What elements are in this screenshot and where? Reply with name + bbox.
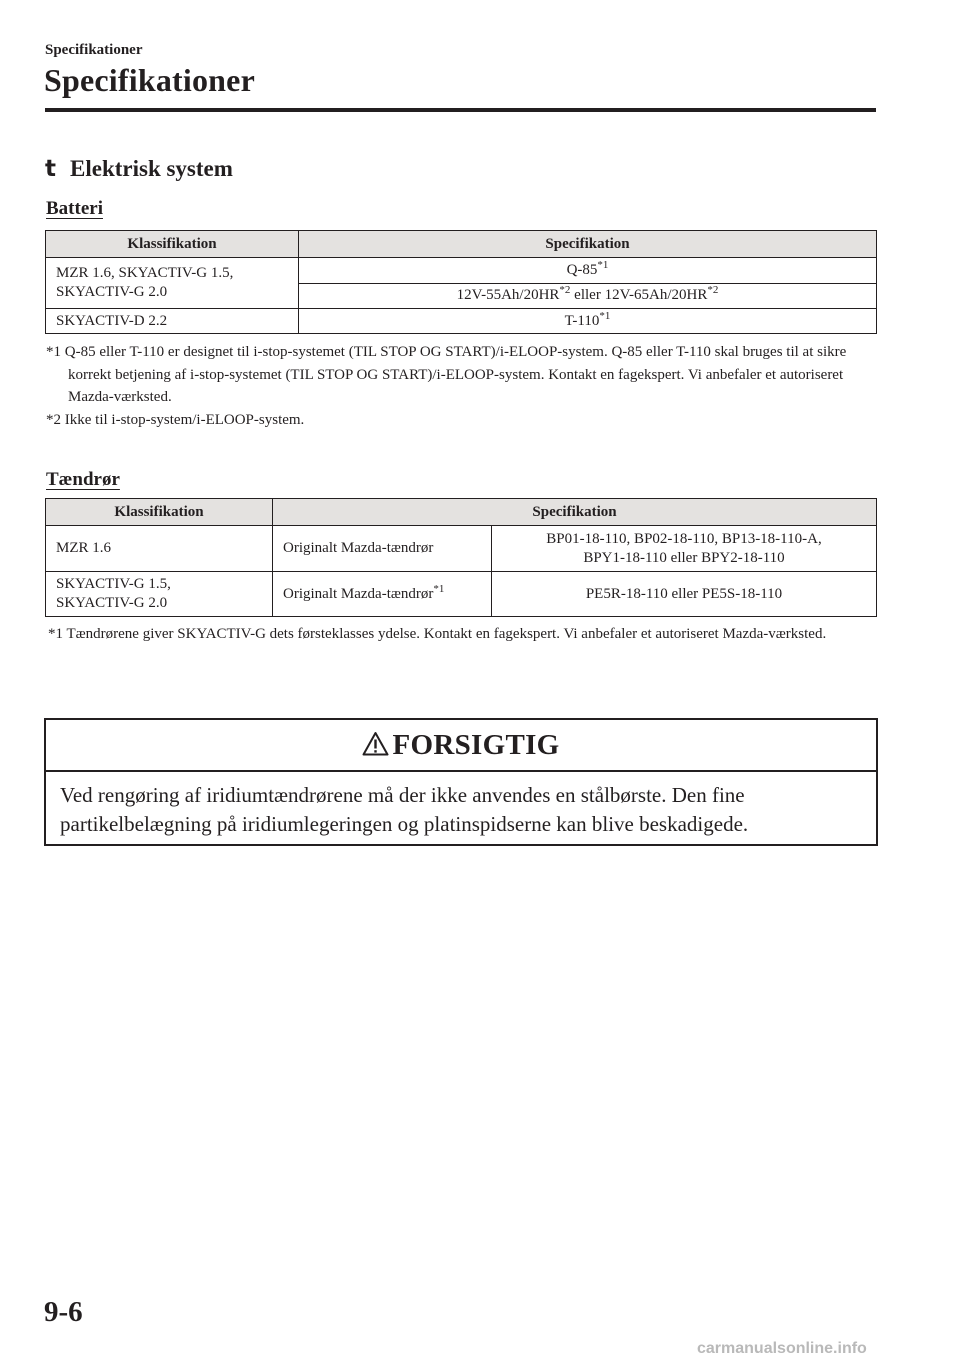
- footnote-mark: *1: [597, 258, 609, 271]
- caution-header: [46, 720, 876, 772]
- table-row: [46, 309, 877, 334]
- table-row: [46, 258, 877, 284]
- column-header: Specifikation: [299, 231, 877, 258]
- section-heading: [45, 156, 233, 182]
- column-header: Klassifikation: [46, 231, 299, 258]
- type-cell: Originalt Mazda-tændrør$^{*1}$: [273, 572, 492, 617]
- spec-cell: Q-85$^{*1}$: [299, 258, 877, 284]
- spec-cell: 12V-55Ah/20HR$^{*2}$ eller 12V-65Ah/20HR$^{*2}$: [299, 283, 877, 309]
- footnote-mark: *1: [599, 309, 611, 322]
- type-cell: Originalt Mazda-tændrør: [273, 526, 492, 572]
- footnote-mark: *2: [707, 284, 719, 297]
- footnote: *2 Ikke til i-stop-system/i-ELOOP-system.: [46, 411, 305, 428]
- running-header: Specifikationer: [45, 42, 143, 58]
- page-number: 9-6: [44, 1296, 83, 1328]
- caution-box: [44, 718, 878, 846]
- footnote-mark: *1: [433, 582, 445, 595]
- footnote-mark: *2: [559, 284, 571, 297]
- spark-plug-heading: Tændrør: [46, 469, 120, 490]
- footnote: *1 Tændrørene giver SKYACTIV-G dets førsteklasses ydelse. Kontakt en fagekspert. Vi anbefaler et autoriseret Mazda-værksted.: [48, 626, 827, 642]
- caution-text: Ved rengøring af iridiumtændrørene må der ikke anvendes en stålbørste. Den fine partikelbelægning på iridiumlegeringen og platinspidserne kan blive beskadigede.: [60, 783, 749, 836]
- spark-plug-footnotes: [46, 623, 878, 646]
- chapter-title: Specifikationer: [44, 62, 255, 98]
- header-rule: [45, 108, 876, 112]
- battery-table: [45, 230, 877, 334]
- footnote: *1 Q-85 eller T-110 er designet til i-stop-systemet (TIL STOP OG START)/i-ELOOP-system. Q-85 eller T-110 skal bruges til at sikre korrekt betjening af i-stop-systemet (TIL STOP OG START)/i-ELOOP-system. Kontakt en fagekspert. Vi anbefaler et autoriseret Mazda-værksted.: [46, 344, 847, 405]
- spec-cell: T-110$^{*1}$: [299, 309, 877, 334]
- classification-cell: SKYACTIV-G 1.5, SKYACTIV-G 2.0: [46, 572, 273, 617]
- column-header: Klassifikation: [46, 499, 273, 526]
- battery-heading: Batteri: [46, 198, 103, 219]
- caution-title: FORSIGTIG: [392, 728, 560, 761]
- table-row: [46, 572, 877, 617]
- section-title: Elektrisk system: [70, 156, 233, 181]
- classification-cell: SKYACTIV-D 2.2: [46, 309, 299, 334]
- watermark: carmanualsonline.info: [697, 1340, 867, 1357]
- classification-cell: MZR 1.6: [46, 526, 273, 572]
- column-header: Specifikation: [273, 499, 877, 526]
- spec-cell: BP01-18-110, BP02-18-110, BP13-18-110-A, BPY1-18-110 eller BPY2-18-110: [492, 526, 877, 572]
- table-header-row: [46, 499, 877, 526]
- warning-icon: [362, 731, 389, 756]
- table-header-row: [46, 231, 877, 258]
- section-bullet: t: [45, 156, 56, 182]
- spec-cell: PE5R-18-110 eller PE5S-18-110: [492, 572, 877, 617]
- classification-cell: MZR 1.6, SKYACTIV-G 1.5, SKYACTIV-G 2.0: [46, 258, 299, 309]
- spark-plug-table: [45, 498, 877, 617]
- table-row: [46, 526, 877, 572]
- battery-footnotes: [46, 341, 878, 431]
